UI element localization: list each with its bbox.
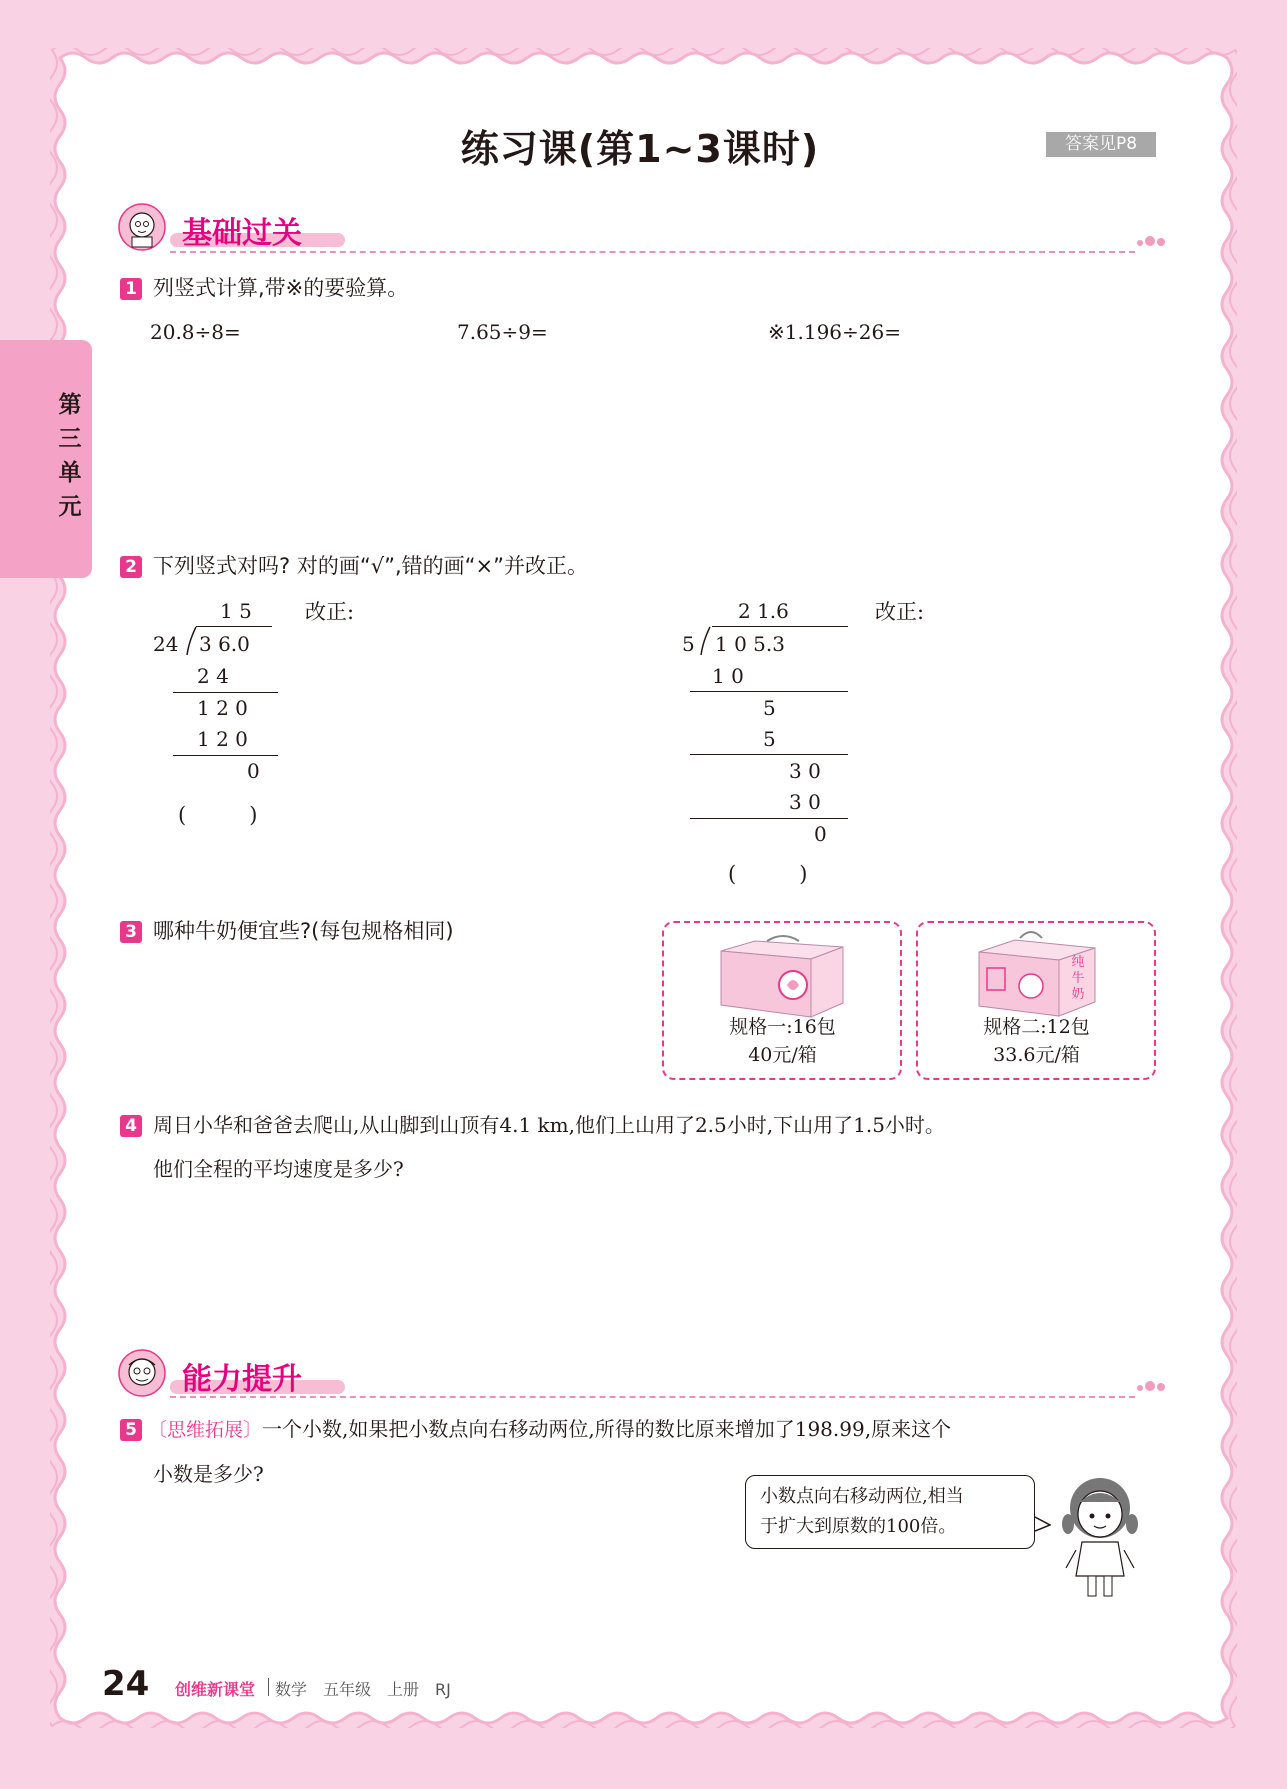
milk-carton-box-icon <box>715 933 850 1019</box>
question-4-line-1: 周日小华和爸爸去爬山,从山脚到山顶有4.1 km,他们上山用了2.5小时,下山用了1.5小时。 <box>153 1113 945 1137</box>
question-1-text: 列竖式计算,带※的要验算。 <box>153 276 409 300</box>
page-title: 练习课(第1~3课时) <box>460 127 820 171</box>
question-5-line-2: 小数是多少? <box>153 1462 264 1486</box>
division-bar-b <box>712 626 848 627</box>
step-a-3: 1 2 0 <box>197 727 248 751</box>
section-heading-advanced: 能力提升 <box>182 1362 302 1397</box>
step-b-5: 3 0 <box>789 790 821 814</box>
footer-brand: 创维新课堂 <box>175 1680 256 1699</box>
section-divider <box>170 251 1135 253</box>
dividend-a: 3 6.0 <box>199 632 250 656</box>
correction-label-b: 改正: <box>875 600 925 624</box>
step-b-4: 3 0 <box>789 759 821 783</box>
hint-speech-bubble <box>745 1475 1035 1549</box>
question-number-3: 3 <box>120 921 142 943</box>
question-2-text: 下列竖式对吗? 对的画“√”,错的画“×”并改正。 <box>153 554 588 578</box>
expression-2: 7.65÷9= <box>457 320 548 344</box>
question-number-2: 2 <box>120 556 142 578</box>
quotient-a: 1 5 <box>220 599 252 623</box>
question-number-4: 4 <box>120 1115 142 1137</box>
spec-1-count: 规格一:16包 <box>729 1016 836 1038</box>
divisor-b: 5 <box>682 632 695 656</box>
judge-blank-a[interactable]: ( ) <box>178 803 258 827</box>
question-4-line-2: 他们全程的平均速度是多少? <box>153 1157 404 1181</box>
expression-3: ※1.196÷26= <box>768 320 901 344</box>
division-bracket-b <box>700 626 712 656</box>
question-number-1: 1 <box>120 278 142 300</box>
division-bar-a <box>196 626 272 627</box>
section-heading-basic: 基础过关 <box>182 216 302 251</box>
divider-dots <box>1137 1381 1167 1391</box>
section-divider <box>170 1396 1135 1398</box>
step-line-a-2 <box>173 755 278 756</box>
answer-reference: 答案见P8 <box>1046 132 1156 157</box>
question-number-5: 5 <box>120 1419 142 1441</box>
question-5-line-1-wrap <box>148 1415 951 1444</box>
step-line-a-1 <box>173 692 278 693</box>
spec-1-price: 40元/箱 <box>748 1044 817 1066</box>
step-a-4: 0 <box>247 759 260 783</box>
unit-tab <box>0 340 92 578</box>
bubble-tail <box>1035 1515 1051 1535</box>
footer-info: 数学 五年级 上册 RJ <box>275 1680 451 1699</box>
step-a-2: 1 2 0 <box>197 696 248 720</box>
girl-character-icon <box>1060 1472 1140 1600</box>
expression-1: 20.8÷8= <box>150 320 241 344</box>
division-bracket-a <box>186 626 198 656</box>
page-number: 24 <box>102 1664 150 1704</box>
teacher-mascot-icon <box>118 203 166 251</box>
quotient-b: 2 1.6 <box>738 599 789 623</box>
step-b-6: 0 <box>814 822 827 846</box>
spec-2-caption <box>916 1013 1157 1069</box>
spec-2-price: 33.6元/箱 <box>993 1044 1080 1066</box>
step-line-b-2 <box>690 754 848 755</box>
divisor-a: 24 <box>153 632 179 656</box>
dividend-b: 1 0 5.3 <box>715 632 785 656</box>
correction-label-a: 改正: <box>305 600 355 624</box>
hint-line-1: 小数点向右移动两位,相当 <box>760 1486 964 1507</box>
spec-1-caption <box>662 1013 903 1069</box>
professor-mascot-icon <box>118 1349 166 1397</box>
divider-dots <box>1137 236 1167 246</box>
unit-tab-label: 第三单元 <box>58 392 82 520</box>
step-b-3: 5 <box>763 727 776 751</box>
thinking-extension-tag: 〔思维拓展〕 <box>148 1419 263 1441</box>
spec-2-count: 规格二:12包 <box>983 1016 1090 1038</box>
step-line-b-3 <box>690 818 848 819</box>
footer-divider <box>268 1678 269 1696</box>
question-5-line-1: 一个小数,如果把小数点向右移动两位,所得的数比原来增加了198.99,原来这个 <box>262 1417 952 1441</box>
question-3-text: 哪种牛奶便宜些?(每包规格相同) <box>153 919 454 943</box>
milk-box-label: 纯牛奶 <box>1071 955 1085 1002</box>
step-b-2: 5 <box>763 696 776 720</box>
step-line-b-1 <box>690 691 848 692</box>
hint-line-2: 于扩大到原数的100倍。 <box>760 1516 957 1537</box>
step-b-1: 1 0 <box>712 664 744 688</box>
step-a-1: 2 4 <box>197 664 229 688</box>
judge-blank-b[interactable]: ( ) <box>728 862 808 886</box>
